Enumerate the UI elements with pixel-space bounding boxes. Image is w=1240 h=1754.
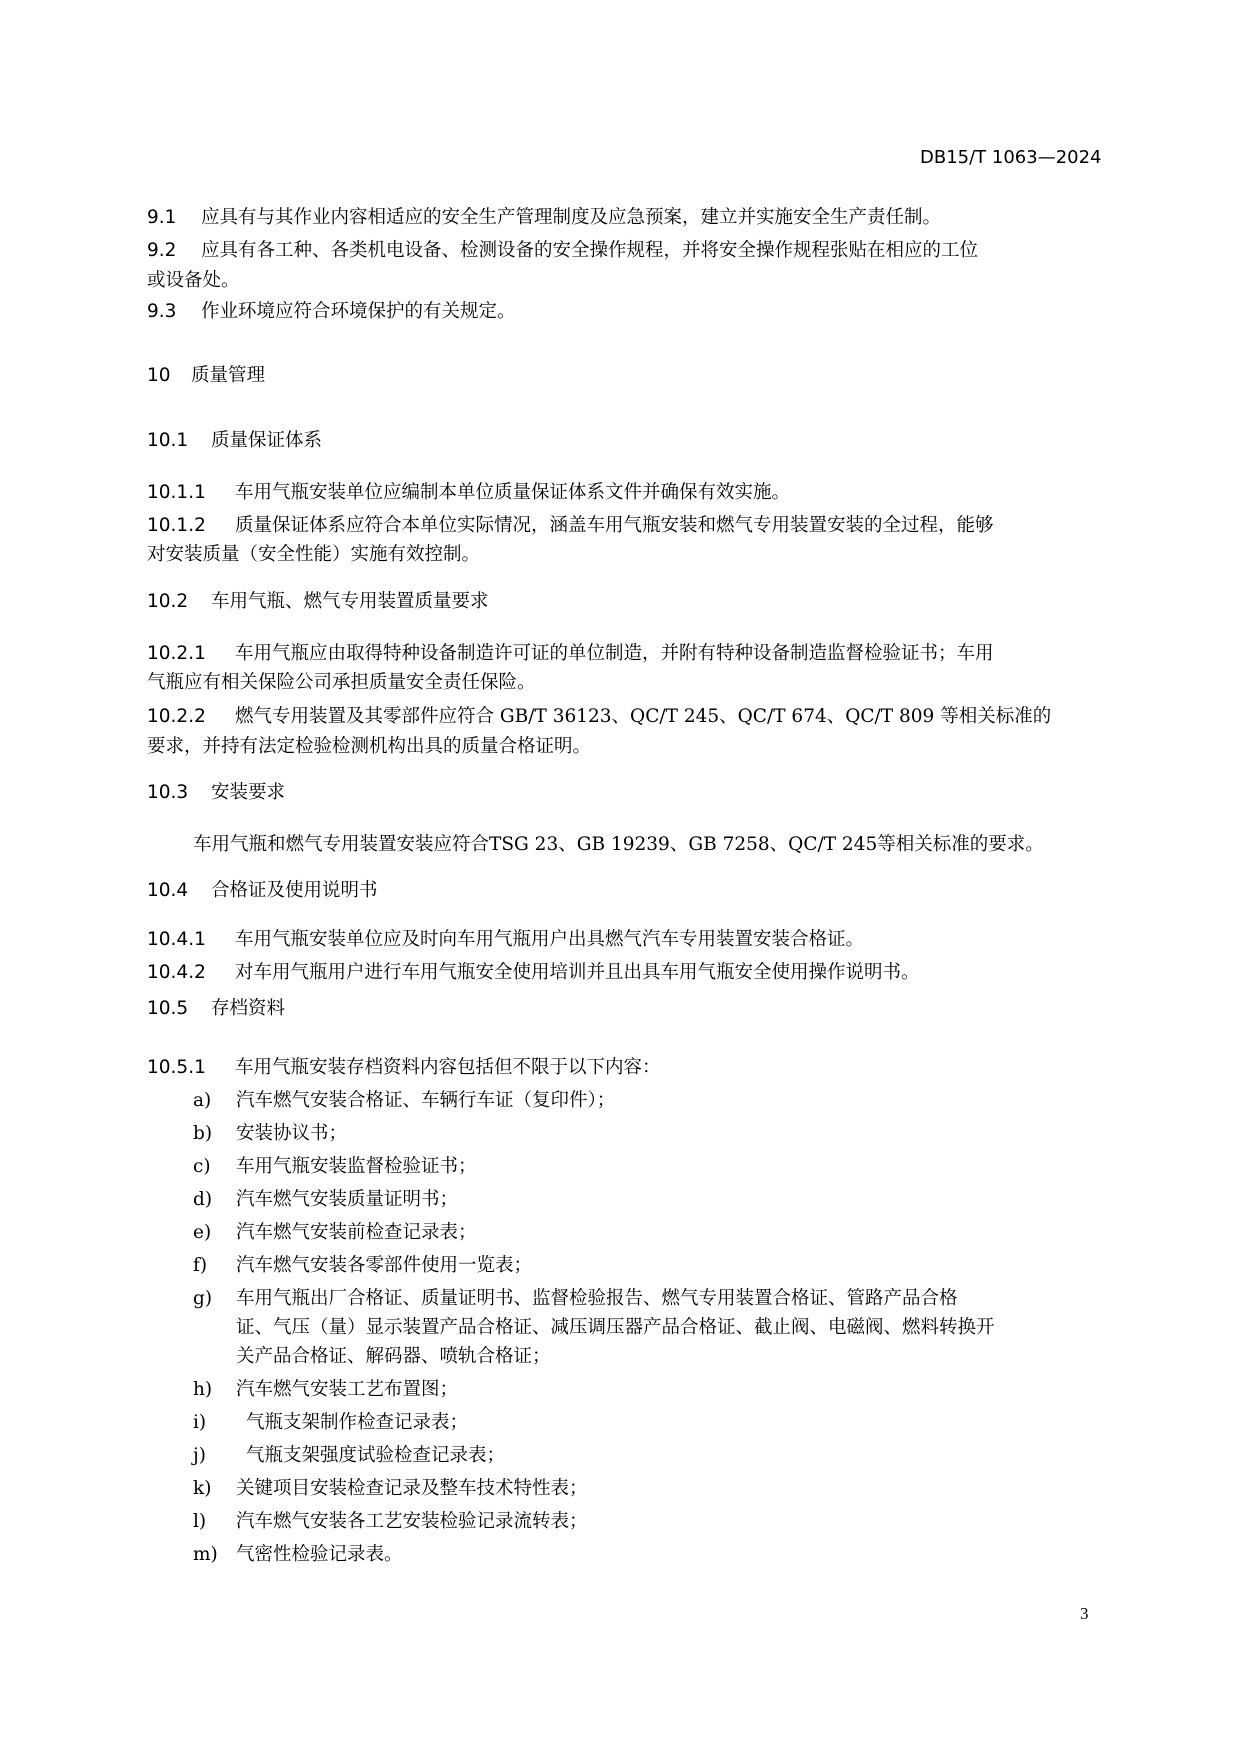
section-heading-10-4 xyxy=(147,880,378,902)
list-item-label: k) xyxy=(193,1478,212,1499)
clause-text: 应具有与其作业内容相适应的安全生产管理制度及应急预案，建立并实施安全生产责任制。 xyxy=(201,207,942,228)
section-heading-10-1 xyxy=(147,430,322,452)
clause-number: 10.1.1 xyxy=(147,482,206,503)
list-item-text-line3: 关产品合格证、解码器、喷轨合格证； xyxy=(236,1346,551,1367)
section-title: 合格证及使用说明书 xyxy=(211,880,378,901)
clause-text: 对车用气瓶用户进行车用气瓶安全使用培训并且出具车用气瓶安全使用操作说明书。 xyxy=(235,962,920,983)
section-heading-10-3 xyxy=(147,782,285,804)
clause-number: 10.4.2 xyxy=(147,962,206,983)
clause-number: 9.1 xyxy=(147,207,177,228)
list-item-label: j) xyxy=(193,1445,206,1466)
list-item-label: h) xyxy=(193,1379,213,1400)
clause-10-4-2 xyxy=(147,962,920,984)
list-item-label: b) xyxy=(193,1123,213,1144)
list-item-label: i) xyxy=(193,1412,207,1433)
clause-number: 10.5.1 xyxy=(147,1057,206,1078)
section-heading-10-2 xyxy=(147,591,489,613)
clause-9-3 xyxy=(147,301,516,323)
list-item-text: 汽车燃气安装质量证明书； xyxy=(236,1189,459,1210)
clause-9-1 xyxy=(147,207,941,229)
list-item-label: e) xyxy=(193,1222,212,1243)
section-number: 10.1 xyxy=(147,430,189,451)
list-item-text-line2: 证、气压（量）显示装置产品合格证、减压调压器产品合格证、截止阀、电磁阀、燃料转换开 xyxy=(236,1317,995,1338)
list-item-text: 汽车燃气安装工艺布置图； xyxy=(236,1379,459,1400)
list-item-label: f) xyxy=(193,1255,208,1276)
clause-10-1-2 xyxy=(147,515,994,537)
section-title: 车用气瓶、燃气专用装置质量要求 xyxy=(211,591,489,612)
section-heading-10-5 xyxy=(147,998,285,1020)
clause-number: 10.2.1 xyxy=(147,643,206,664)
list-item-label: a) xyxy=(193,1090,212,1111)
list-item-label: l) xyxy=(193,1511,207,1532)
section-number: 10.3 xyxy=(147,782,189,803)
list-item-label: d) xyxy=(193,1189,213,1210)
clause-text-line1: 车用气瓶应由取得特种设备制造许可证的单位制造，并附有特种设备制造监督检验证书；车用 xyxy=(235,643,994,664)
clause-10-1-1 xyxy=(147,482,790,504)
clause-text: 车用气瓶安装存档资料内容包括但不限于以下内容： xyxy=(235,1057,661,1078)
clause-10-5-1 xyxy=(147,1057,661,1079)
list-item-text: 气密性检验记录表。 xyxy=(236,1544,403,1565)
clause-text: 车用气瓶安装单位应及时向车用气瓶用户出具燃气汽车专用装置安装合格证。 xyxy=(235,929,865,950)
clause-10-2-2 xyxy=(147,706,1051,728)
clause-10-1-2-continuation: 对安装质量（安全性能）实施有效控制。 xyxy=(147,544,481,565)
clause-10-4-1 xyxy=(147,929,864,951)
clause-number: 10.2.2 xyxy=(147,706,206,727)
list-item-text: 汽车燃气安装各工艺安装检验记录流转表； xyxy=(236,1511,588,1532)
list-item-text: 关键项目安装检查记录及整车技术特性表； xyxy=(236,1478,588,1499)
page-number: 3 xyxy=(1080,1604,1089,1623)
section-title: 存档资料 xyxy=(211,998,286,1019)
list-item-label: m) xyxy=(193,1544,218,1565)
chapter-number: 10 xyxy=(147,365,171,386)
chapter-title: 质量管理 xyxy=(191,365,266,386)
section-title: 质量保证体系 xyxy=(211,430,323,451)
list-item-text-line1: 车用气瓶出厂合格证、质量证明书、监督检验报告、燃气专用装置合格证、管路产品合格 xyxy=(236,1288,958,1309)
list-item-label: c) xyxy=(193,1156,211,1177)
list-item-text: 气瓶支架制作检查记录表； xyxy=(246,1412,469,1433)
section-title: 安装要求 xyxy=(211,782,286,803)
clause-10-2-1 xyxy=(147,643,994,665)
clause-9-2-continuation: 或设备处。 xyxy=(147,270,240,291)
section-number: 10.4 xyxy=(147,880,189,901)
clause-10-2-1-continuation: 气瓶应有相关保险公司承担质量安全责任保险。 xyxy=(147,672,536,693)
list-item-text: 气瓶支架强度试验检查记录表； xyxy=(246,1445,506,1466)
clause-10-2-2-continuation: 要求，并持有法定检验检测机构出具的质量合格证明。 xyxy=(147,736,592,757)
clause-number: 9.3 xyxy=(147,301,177,322)
clause-text: 车用气瓶安装单位应编制本单位质量保证体系文件并确保有效实施。 xyxy=(235,482,791,503)
list-item-text: 车用气瓶安装监督检验证书； xyxy=(236,1156,477,1177)
list-item-text: 汽车燃气安装各零部件使用一览表； xyxy=(236,1255,533,1276)
section-number: 10.5 xyxy=(147,998,189,1019)
clause-text-line1: 质量保证体系应符合本单位实际情况，涵盖车用气瓶安装和燃气专用装置安装的全过程，能够 xyxy=(235,515,994,536)
clause-text-line1: 应具有各工种、各类机电设备、检测设备的安全操作规程，并将安全操作规程张贴在相应的工位 xyxy=(201,240,979,261)
list-item-text: 汽车燃气安装前检查记录表； xyxy=(236,1222,477,1243)
clause-number: 9.2 xyxy=(147,240,177,261)
clause-text-line1: 燃气专用装置及其零部件应符合 GB/T 36123、QC/T 245、QC/T 674、QC/T 809 等相关标准的 xyxy=(235,706,1052,727)
clause-9-2 xyxy=(147,240,978,262)
clause-number: 10.4.1 xyxy=(147,929,206,950)
chapter-heading xyxy=(147,365,265,387)
list-item-label: g) xyxy=(193,1288,213,1309)
section-10-3-text: 车用气瓶和燃气专用装置安装应符合TSG 23、GB 19239、GB 7258、QC/T 245等相关标准的要求。 xyxy=(193,834,1044,855)
list-item-text: 汽车燃气安装合格证、车辆行车证（复印件）； xyxy=(236,1090,616,1111)
list-item-text: 安装协议书； xyxy=(236,1123,348,1144)
clause-number: 10.1.2 xyxy=(147,515,206,536)
document-code: DB15/T 1063—2024 xyxy=(920,147,1102,168)
clause-text: 作业环境应符合环境保护的有关规定。 xyxy=(201,301,516,322)
section-number: 10.2 xyxy=(147,591,189,612)
